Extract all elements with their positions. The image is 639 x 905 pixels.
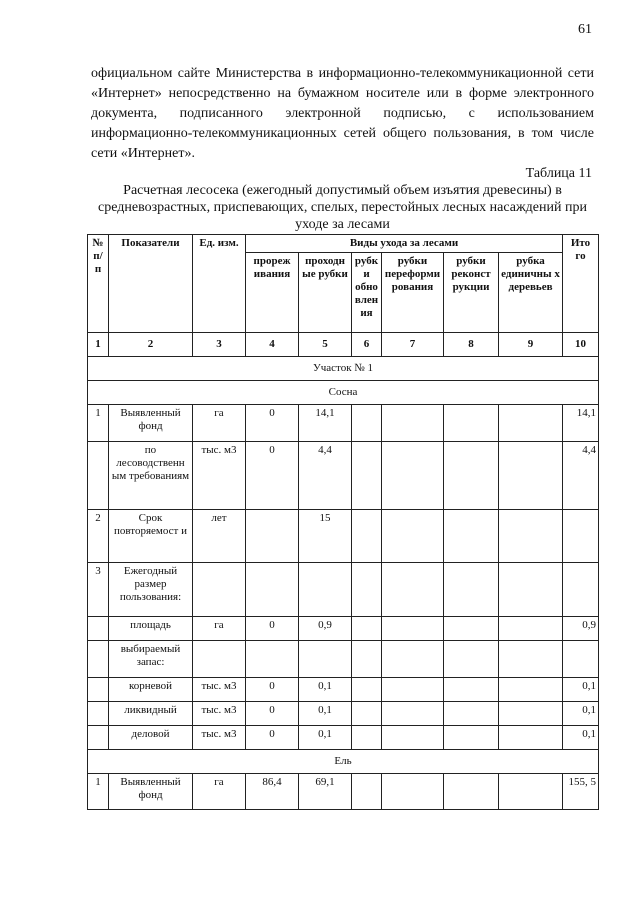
section-row-plot: [88, 357, 599, 381]
cell-empty: [382, 678, 444, 702]
col-number: 4: [246, 333, 299, 357]
cell-indicator: Выявленный фонд: [109, 405, 193, 442]
cell-empty: [352, 641, 382, 678]
cell-unit: га: [193, 617, 246, 641]
section-pine-label: Сосна: [88, 381, 599, 405]
cell-empty: [352, 510, 382, 563]
header-num: № п/ п: [88, 235, 109, 333]
intro-paragraph: официальном сайте Министерства в информационно-телекоммуникационной сети «Интернет» непосредственно на бумажном носителе или в форме электронного документа, подписанного электронной подписью, с использованием информационно-телекоммуникационных сетей общего пользования, в том числе сети «Интернет».: [91, 66, 594, 161]
subheader-single-tree-cut: рубка единичны х деревьев: [499, 253, 563, 333]
cell-indicator: Выявленный фонд: [109, 774, 193, 810]
cell-indicator: Ежегодный размер пользования:: [109, 563, 193, 617]
cell-unit: [193, 641, 246, 678]
cell-unit: лет: [193, 510, 246, 563]
cell-num: [88, 442, 109, 510]
cell-empty: [382, 442, 444, 510]
cell-empty: [444, 405, 499, 442]
cell-empty: [499, 563, 563, 617]
cell-indicator: деловой: [109, 726, 193, 750]
cell-empty: [382, 405, 444, 442]
cell-total: 14,1: [563, 405, 599, 442]
cell-empty: [382, 563, 444, 617]
col-number: 9: [499, 333, 563, 357]
header-indicator: Показатели: [109, 235, 193, 333]
cell-passing-cuts: [299, 563, 352, 617]
table-row: [88, 510, 599, 563]
cell-empty: [352, 678, 382, 702]
cell-num: [88, 641, 109, 678]
cell-num: [88, 702, 109, 726]
page-number: 61: [578, 22, 592, 37]
cell-empty: [444, 726, 499, 750]
cell-total: 0,1: [563, 726, 599, 750]
cell-indicator: по лесоводственн ым требованиям: [109, 442, 193, 510]
cell-total: 0,1: [563, 678, 599, 702]
cell-thinning: 0: [246, 678, 299, 702]
cell-empty: [444, 563, 499, 617]
cell-empty: [499, 774, 563, 810]
cell-thinning: [246, 510, 299, 563]
cell-empty: [444, 442, 499, 510]
cell-thinning: 0: [246, 617, 299, 641]
cell-thinning: 86,4: [246, 774, 299, 810]
section-plot-label: Участок № 1: [88, 357, 599, 381]
subheader-reformation-cuts: рубки переформи рования: [382, 253, 444, 333]
cell-empty: [382, 726, 444, 750]
subheader-renewal-cuts: рубк и обно влен ия: [352, 253, 382, 333]
col-number: 7: [382, 333, 444, 357]
cell-passing-cuts: 0,1: [299, 678, 352, 702]
subheader-thinning: прореж ивания: [246, 253, 299, 333]
cell-passing-cuts: 0,1: [299, 702, 352, 726]
section-spruce-label: Ель: [88, 750, 599, 774]
cell-total: 4,4: [563, 442, 599, 510]
header-care-types: Виды ухода за лесами: [246, 235, 563, 253]
table-row: [88, 726, 599, 750]
cell-empty: [382, 510, 444, 563]
table-label: Таблица 11: [525, 166, 592, 181]
cell-empty: [444, 617, 499, 641]
table-row: [88, 702, 599, 726]
cell-total: [563, 510, 599, 563]
cell-empty: [499, 510, 563, 563]
cell-num: [88, 678, 109, 702]
column-numbers-row: [88, 333, 599, 357]
cell-empty: [499, 678, 563, 702]
cell-num: 1: [88, 774, 109, 810]
cell-passing-cuts: 4,4: [299, 442, 352, 510]
subheader-reconstruction-cuts: рубки реконст рукции: [444, 253, 499, 333]
col-number: 6: [352, 333, 382, 357]
cell-passing-cuts: 0,9: [299, 617, 352, 641]
cell-num: [88, 617, 109, 641]
col-number: 2: [109, 333, 193, 357]
header-unit: Ед. изм.: [193, 235, 246, 333]
table-row: [88, 442, 599, 510]
section-row-spruce: [88, 750, 599, 774]
cell-indicator: Срок повторяемост и: [109, 510, 193, 563]
cell-total: 0,9: [563, 617, 599, 641]
cell-total: [563, 563, 599, 617]
cell-empty: [382, 702, 444, 726]
cell-unit: тыс. м3: [193, 678, 246, 702]
col-number: 8: [444, 333, 499, 357]
cell-total: [563, 641, 599, 678]
cell-thinning: [246, 563, 299, 617]
cell-empty: [499, 726, 563, 750]
cell-thinning: 0: [246, 726, 299, 750]
cell-empty: [382, 641, 444, 678]
cell-total: 155, 5: [563, 774, 599, 810]
cell-empty: [499, 702, 563, 726]
cell-passing-cuts: 14,1: [299, 405, 352, 442]
cell-empty: [444, 510, 499, 563]
cell-empty: [352, 702, 382, 726]
cell-passing-cuts: [299, 641, 352, 678]
cell-empty: [352, 617, 382, 641]
col-number: 3: [193, 333, 246, 357]
cell-empty: [382, 617, 444, 641]
table-row: [88, 774, 599, 810]
cell-empty: [499, 405, 563, 442]
cell-unit: тыс. м3: [193, 702, 246, 726]
table-row: [88, 617, 599, 641]
cell-total: 0,1: [563, 702, 599, 726]
cell-num: 1: [88, 405, 109, 442]
cell-num: [88, 726, 109, 750]
cell-thinning: [246, 641, 299, 678]
allowable-cut-table: [87, 234, 599, 810]
cell-empty: [444, 774, 499, 810]
col-number: 1: [88, 333, 109, 357]
cell-unit: тыс. м3: [193, 442, 246, 510]
table-row: [88, 405, 599, 442]
cell-indicator: корневой: [109, 678, 193, 702]
section-row-pine: [88, 381, 599, 405]
cell-empty: [499, 641, 563, 678]
cell-thinning: 0: [246, 405, 299, 442]
cell-num: 2: [88, 510, 109, 563]
cell-indicator: ликвидный: [109, 702, 193, 726]
col-number: 10: [563, 333, 599, 357]
table-row: [88, 563, 599, 617]
table-caption: Расчетная лесосека (ежегодный допустимый объем изъятия древесины) в средневозрастных, приспевающих, спелых, перестойных лесных насаждений при уходе за лесами: [98, 183, 587, 232]
cell-thinning: 0: [246, 702, 299, 726]
cell-empty: [444, 678, 499, 702]
cell-empty: [352, 563, 382, 617]
cell-indicator: выбираемый запас:: [109, 641, 193, 678]
cell-empty: [444, 641, 499, 678]
cell-empty: [352, 774, 382, 810]
cell-unit: тыс. м3: [193, 726, 246, 750]
subheader-passing-cuts: проходн ые рубки: [299, 253, 352, 333]
cell-passing-cuts: 0,1: [299, 726, 352, 750]
table-row: [88, 678, 599, 702]
table-row: [88, 641, 599, 678]
cell-empty: [499, 617, 563, 641]
cell-empty: [499, 442, 563, 510]
cell-passing-cuts: 69,1: [299, 774, 352, 810]
cell-empty: [352, 726, 382, 750]
cell-unit: га: [193, 405, 246, 442]
cell-indicator: площадь: [109, 617, 193, 641]
cell-thinning: 0: [246, 442, 299, 510]
header-total: Ито го: [563, 235, 599, 333]
cell-passing-cuts: 15: [299, 510, 352, 563]
cell-empty: [352, 442, 382, 510]
cell-unit: га: [193, 774, 246, 810]
cell-empty: [444, 702, 499, 726]
header-row: [88, 235, 599, 253]
cell-unit: [193, 563, 246, 617]
cell-empty: [382, 774, 444, 810]
cell-num: 3: [88, 563, 109, 617]
col-number: 5: [299, 333, 352, 357]
cell-empty: [352, 405, 382, 442]
